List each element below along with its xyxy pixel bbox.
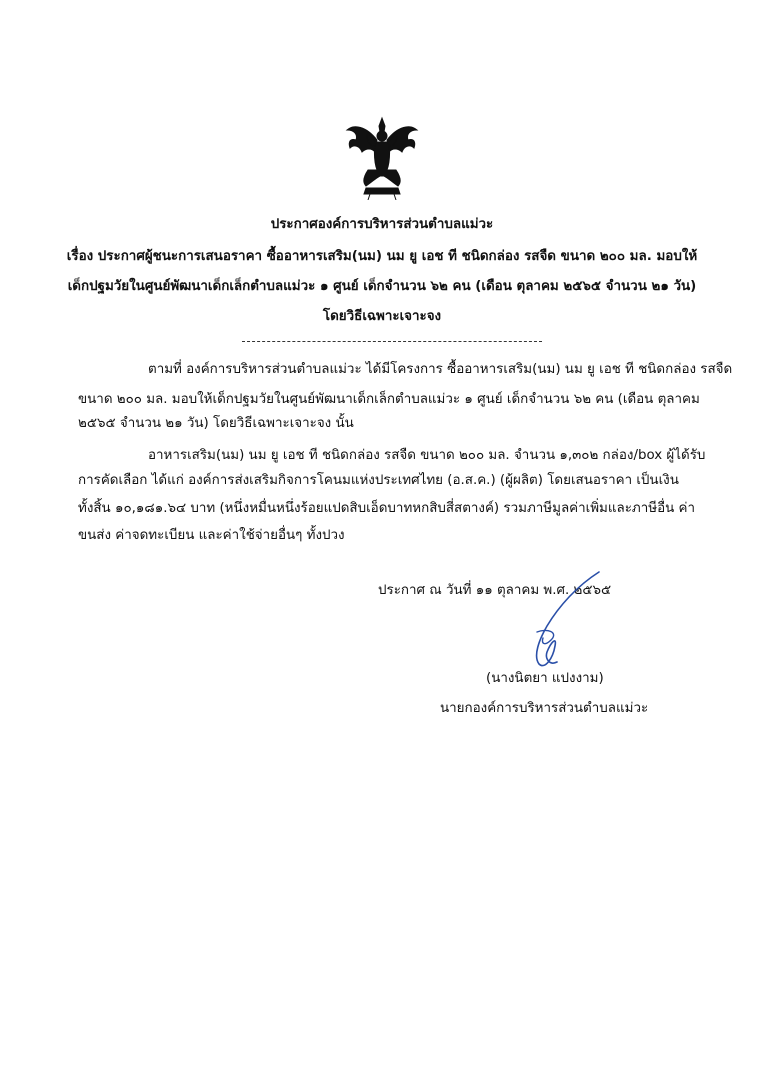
signer-name: (นางนิตยา แปงงาม) — [486, 671, 604, 686]
para2-line-1: อาหารเสริม(นม) นม ยู เอช ที ชนิดกล่อง รสจืด ขนาด ๒๐๐ มล. จำนวน ๑,๓๐๒ กล่อง/box ผู้ได้รับ — [148, 448, 706, 463]
para2-line-3: ทั้งสิ้น ๑๐,๑๘๑.๖๔ บาท (หนึ่งหมื่นหนึ่งร้อยแปดสิบเอ็ดบาทหกสิบสี่สตางค์) รวมภาษีมูลค่าเพิ่มและภาษีอื่น ค่า — [78, 501, 695, 516]
para1-line-3: ๒๕๖๕ จำนวน ๒๑ วัน) โดยวิธีเฉพาะเจาะจง นั้น — [78, 416, 354, 431]
para1-line-2: ขนาด ๒๐๐ มล. มอบให้เด็กปฐมวัยในศูนย์พัฒนาเด็กเล็กตำบลแม่วะ ๑ ศูนย์ เด็กจำนวน ๖๒ คน (เดือน ตุลาคม — [78, 392, 700, 407]
signature-icon — [507, 566, 607, 686]
subject-line-2: เด็กปฐมวัยในศูนย์พัฒนาเด็กเล็กตำบลแม่วะ ๑ ศูนย์ เด็กจำนวน ๖๒ คน (เดือน ตุลาคม ๒๕๖๕ จำนวน ๒๑ วัน) — [67, 279, 697, 294]
garuda-emblem-icon — [344, 116, 420, 200]
announce-date: ประกาศ ณ วันที่ ๑๑ ตุลาคม พ.ศ. ๒๕๖๕ — [378, 583, 612, 598]
announcement-title: ประกาศองค์การบริหารส่วนตำบลแม่วะ — [270, 217, 494, 232]
subject-line-1: เรื่อง ประกาศผู้ชนะการเสนอราคา ซื้ออาหารเสริม(นม) นม ยู เอช ที ชนิดกล่อง รสจืด ขนาด ๒๐๐ มล. มอบให้ — [66, 249, 698, 264]
para2-line-4: ขนส่ง ค่าจดทะเบียน และค่าใช้จ่ายอื่นๆ ทั้งปวง — [78, 528, 345, 543]
subject-line-3: โดยวิธีเฉพาะเจาะจง — [322, 309, 442, 324]
para1-line-1: ตามที่ องค์การบริหารส่วนตำบลแม่วะ ได้มีโครงการ ซื้ออาหารเสริม(นม) นม ยู เอช ที ชนิดกล่อง รสจืด — [148, 362, 733, 377]
para2-line-2: การคัดเลือก ได้แก่ องค์การส่งเสริมกิจการโคนมแห่งประเทศไทย (อ.ส.ค.) (ผู้ผลิต) โดยเสนอราคา เป็นเงิน — [78, 473, 679, 488]
signer-position: นายกองค์การบริหารส่วนตำบลแม่วะ — [440, 701, 649, 716]
divider-line — [242, 341, 542, 342]
